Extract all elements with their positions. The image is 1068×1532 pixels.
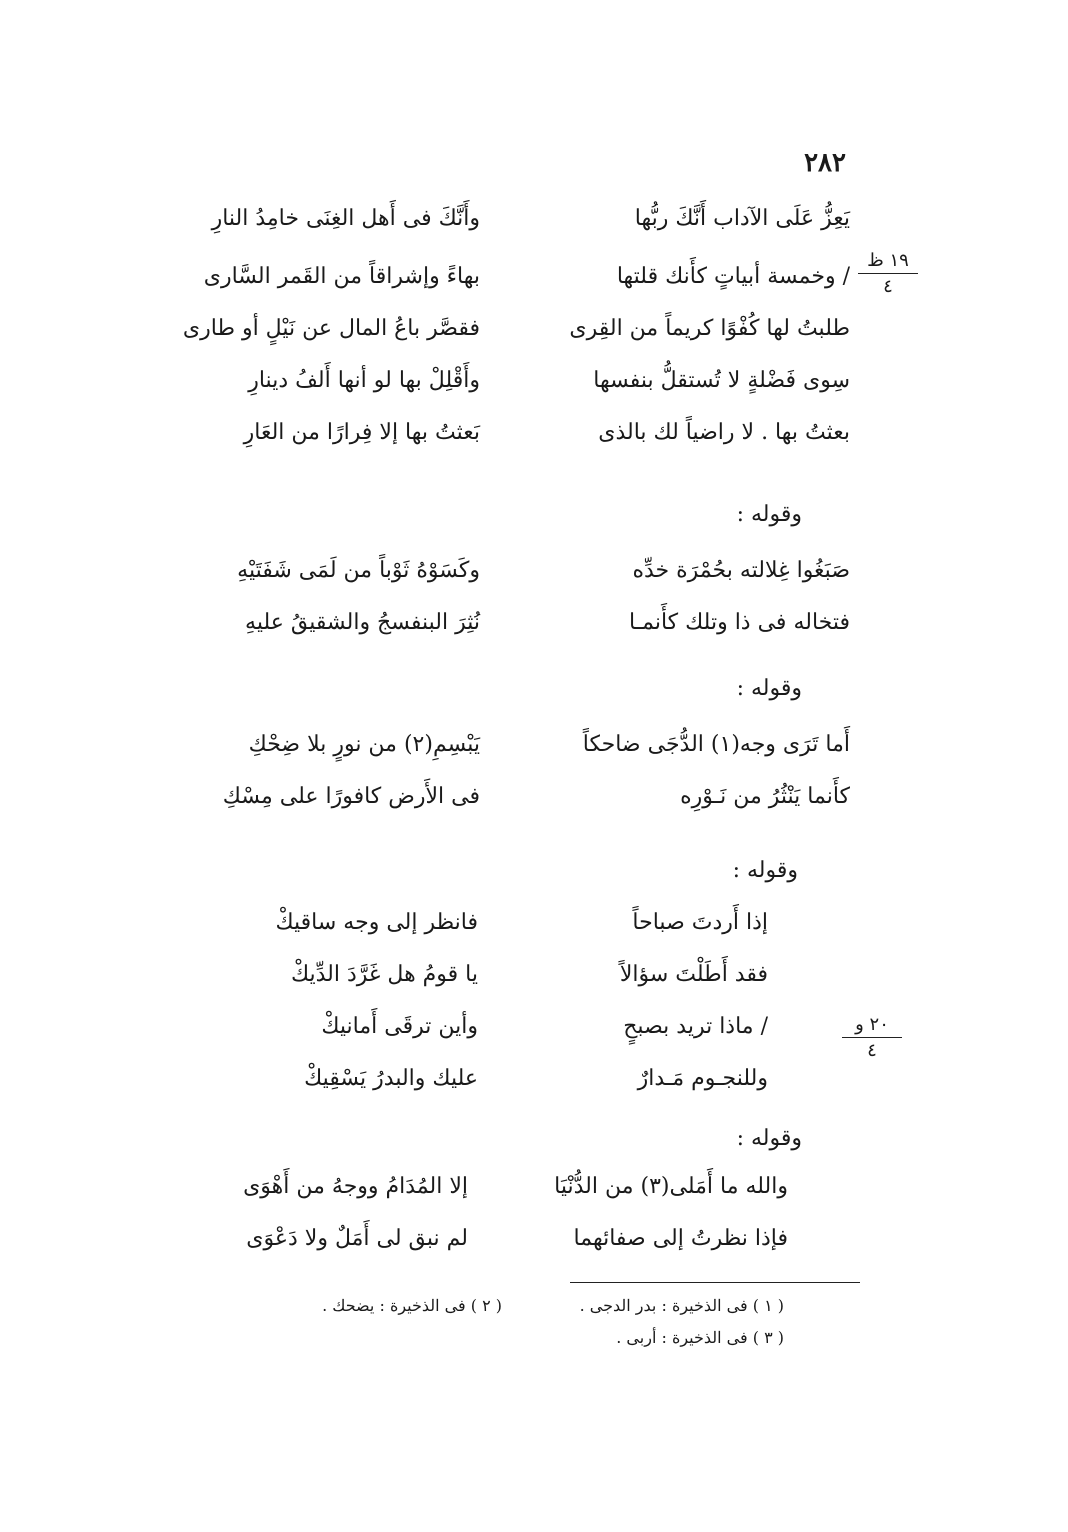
verse-first-hemistich: يَعِزُّ عَلَى الآداب أَنَّكَ ربُّها (634, 206, 850, 231)
verse-line (168, 1174, 788, 1208)
verse-second-hemistich: نُثِرَ البنفسجُ والشقيقُ عليهِ (245, 610, 480, 635)
verse-second-hemistich: فانظر إلى وجه ساقيكْ (275, 910, 478, 935)
verse-first-hemistich: / وخمسة أبياتٍ كأَنك قلتها (616, 264, 850, 289)
verse-second-hemistich: وأين ترقَى أَمانيكْ (321, 1014, 478, 1039)
verse-first-hemistich: إذا أَردتَ صباحاً (632, 910, 768, 935)
verse-first-hemistich: وللنجـوم مَـدارٌ (637, 1066, 768, 1091)
verse-second-hemistich: بهاءً وإشراقاً من القَمر السَّارى (203, 264, 480, 289)
section-label: وقوله : (736, 1126, 802, 1151)
verse-line (170, 420, 850, 454)
verse-line (170, 784, 850, 818)
verse-first-hemistich: فتخاله فى ذا وتلك كأَنمـا (628, 610, 850, 635)
verse-second-hemistich: وكَسَوْهُ ثَوْباً من لَمَى شَفَتَيْهِ (237, 558, 480, 583)
verse-first-hemistich: والله ما أَمَلى(٣) من الدُّنْيَا (554, 1174, 788, 1199)
verse-second-hemistich: إلا المُدَامُ ووجهُ من أَهْوَى (243, 1174, 468, 1199)
verse-first-hemistich: طلبتُ لها كُفْوًا كريماً من القِرى (569, 316, 850, 341)
verse-line (170, 264, 850, 298)
verse-second-hemistich: بَعثتُ بها إلا فِرارًا من العَارِ (243, 420, 480, 445)
folio-note-bottom: ٤ (867, 1040, 877, 1061)
section-label: وقوله : (736, 502, 802, 527)
verse-first-hemistich: / ماذا تريد بصبحٍ (623, 1014, 768, 1039)
footnote-3: ( ٣ ) فى الذخيرة : أربى . (616, 1328, 784, 1347)
verse-first-hemistich: أَما تَرَى وجه(١) الدُّجَى ضاحكاً (582, 732, 850, 757)
verse-first-hemistich: فقد أَطَلْتَ سؤالاً (619, 962, 768, 987)
verse-second-hemistich: عليك والبدرُ يَسْقِيكْ (304, 1066, 478, 1091)
footnote-2: ( ٢ ) فى الذخيرة : يضحك . (322, 1296, 502, 1315)
verse-line (168, 1226, 788, 1260)
footnote-divider (570, 1282, 860, 1283)
marginal-folio-note-2 (842, 1014, 902, 1061)
verse-line (170, 558, 850, 592)
verse-second-hemistich: وأَنَّكَ فى أَهل الغِنَى خامِدُ النارِ (211, 206, 480, 231)
folio-note-top: ٢٠ و (842, 1014, 902, 1038)
section-label: وقوله : (736, 676, 802, 701)
footnote-1: ( ١ ) فى الذخيرة : بدر الدجى . (579, 1296, 784, 1315)
verse-second-hemistich: فقصَّر باعُ المال عن نَيْلٍ أو طارى (182, 316, 480, 341)
verse-line (208, 962, 768, 996)
marginal-folio-note-1 (858, 250, 918, 297)
verse-second-hemistich: يَبْسِمِ(٢) من نورٍ بلا ضِحْكِ (248, 732, 480, 757)
verse-line (170, 206, 850, 240)
verse-second-hemistich: لم نبق لى أَمَلٌ ولا دَعْوَى (246, 1226, 468, 1251)
verse-second-hemistich: وأَقْلِلْ بها لو أنها أَلفُ دينارِ (248, 368, 480, 393)
verse-line (208, 1014, 768, 1048)
verse-line (170, 316, 850, 350)
verse-line (170, 732, 850, 766)
verse-first-hemistich: بعثتُ بها . لا راضياً لك بالذى (598, 420, 850, 445)
folio-note-top: ١٩ ظ (858, 250, 918, 274)
folio-note-bottom: ٤ (883, 276, 893, 297)
verse-line (170, 610, 850, 644)
verse-first-hemistich: كأَنما يَنْثُرُ من نَـوْرِه (680, 784, 850, 809)
verse-second-hemistich: فى الأَرض كافورًا على مِسْكِ (222, 784, 480, 809)
verse-second-hemistich: يا قومُ هل غَرَّدَ الدِّيكْ (290, 962, 478, 987)
verse-line (208, 910, 768, 944)
verse-first-hemistich: سِوى فَضْلةٍ لا تُستقلُّ بنفسها (593, 368, 850, 393)
verse-first-hemistich: صَبَغُوا غِلالته بحُمْرَة خدِّه (632, 558, 850, 583)
section-label: وقوله : (732, 858, 798, 883)
page-number: ٢٨٢ (804, 148, 846, 178)
verse-line (170, 368, 850, 402)
verse-first-hemistich: فإذا نظرتُ إلى صفائهما (573, 1226, 788, 1251)
verse-line (208, 1066, 768, 1100)
